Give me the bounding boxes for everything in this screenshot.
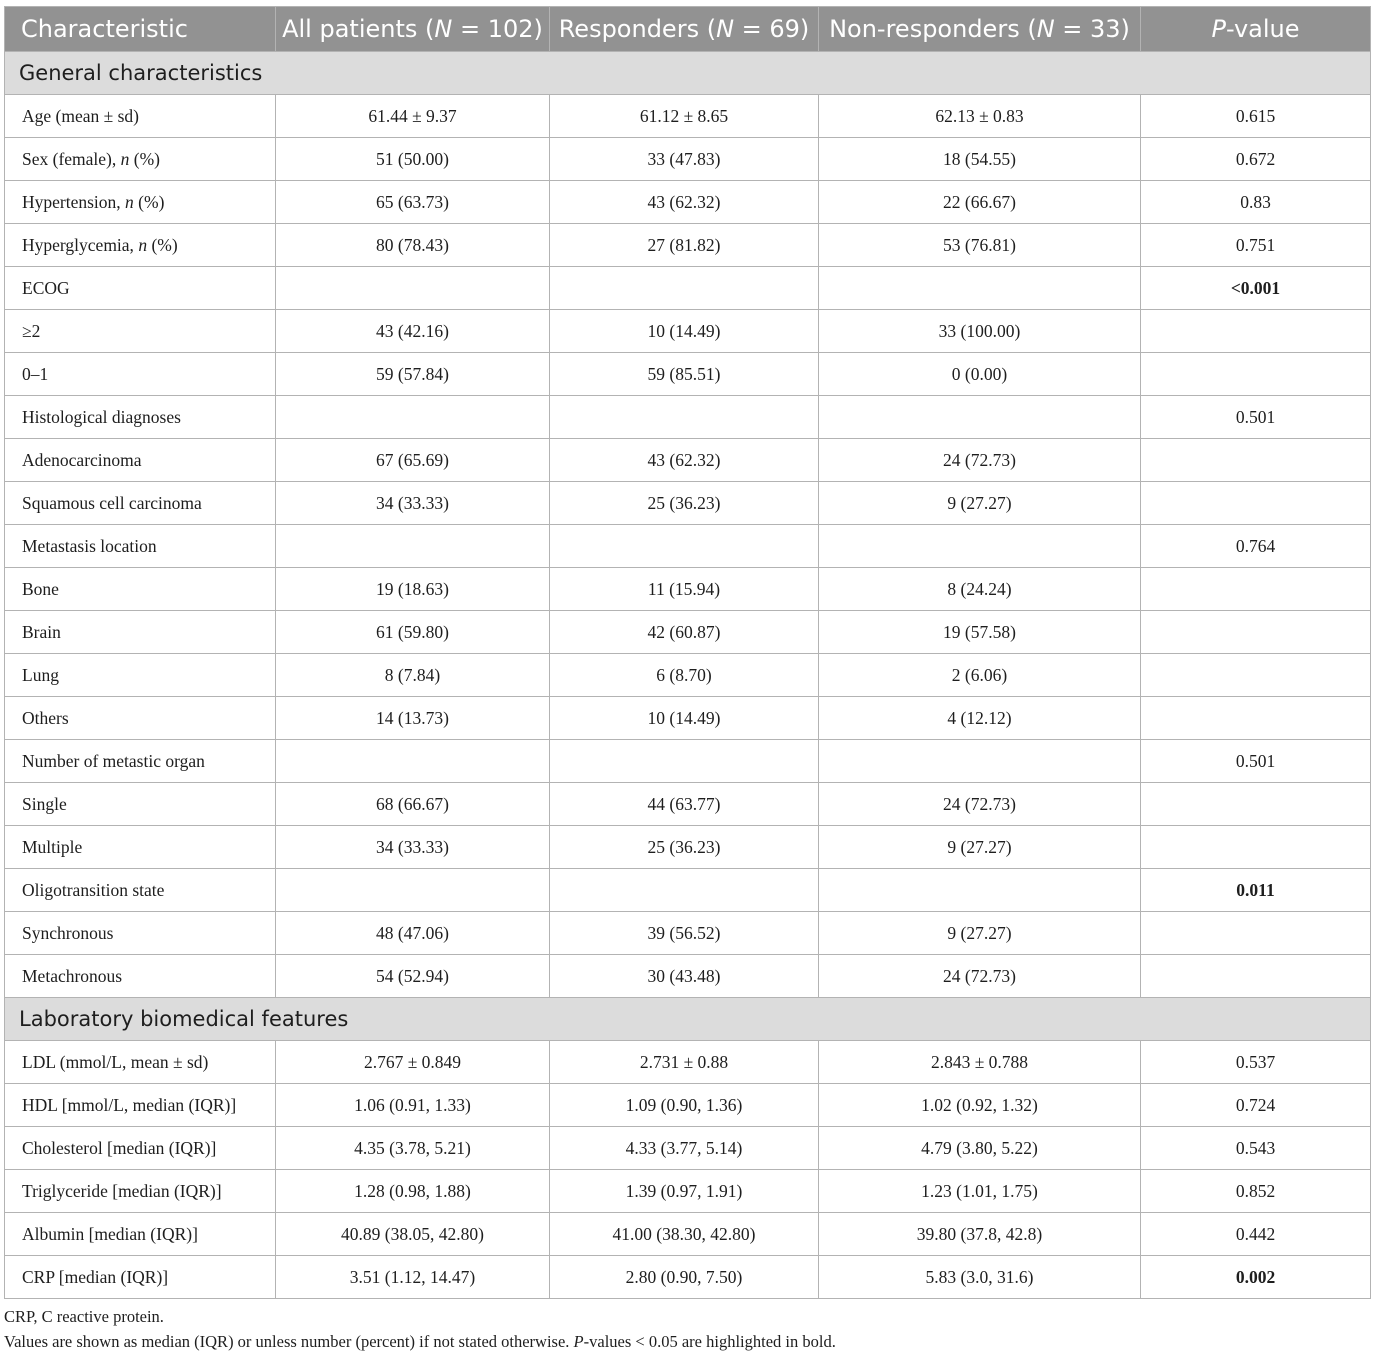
cell-all-patients: 65 (63.73) xyxy=(276,181,550,224)
cell-non-responders: 5.83 (3.0, 31.6) xyxy=(819,1256,1141,1299)
cell-all-patients xyxy=(276,740,550,783)
cell-p-value xyxy=(1141,439,1371,482)
table-row xyxy=(5,181,1371,224)
cell-p-value: 0.501 xyxy=(1141,396,1371,439)
cell-p-value: 0.002 xyxy=(1141,1256,1371,1299)
cell-p-value: 0.501 xyxy=(1141,740,1371,783)
row-label: Bone xyxy=(5,568,276,611)
cell-all-patients xyxy=(276,525,550,568)
cell-responders: 42 (60.87) xyxy=(550,611,819,654)
cell-non-responders: 0 (0.00) xyxy=(819,353,1141,396)
footnote-abbreviation: CRP, C reactive protein. xyxy=(4,1307,164,1326)
row-label: Single xyxy=(5,783,276,826)
table-row xyxy=(5,740,1371,783)
cell-p-value xyxy=(1141,783,1371,826)
cell-responders: 33 (47.83) xyxy=(550,138,819,181)
cell-responders: 30 (43.48) xyxy=(550,955,819,998)
row-label: ECOG xyxy=(5,267,276,310)
cell-all-patients: 19 (18.63) xyxy=(276,568,550,611)
cell-responders: 41.00 (38.30, 42.80) xyxy=(550,1213,819,1256)
table-row xyxy=(5,955,1371,998)
cell-responders: 2.731 ± 0.88 xyxy=(550,1041,819,1084)
table-row xyxy=(5,654,1371,697)
cell-p-value: 0.764 xyxy=(1141,525,1371,568)
cell-p-value xyxy=(1141,955,1371,998)
cell-responders: 25 (36.23) xyxy=(550,826,819,869)
cell-responders: 25 (36.23) xyxy=(550,482,819,525)
cell-all-patients: 3.51 (1.12, 14.47) xyxy=(276,1256,550,1299)
table-row xyxy=(5,439,1371,482)
cell-responders xyxy=(550,267,819,310)
cell-responders xyxy=(550,740,819,783)
cell-p-value xyxy=(1141,912,1371,955)
row-label: Lung xyxy=(5,654,276,697)
characteristics-table xyxy=(4,6,1371,1299)
section-title: Laboratory biomedical features xyxy=(5,998,1371,1041)
table-row xyxy=(5,1041,1371,1084)
cell-all-patients: 48 (47.06) xyxy=(276,912,550,955)
cell-p-value: 0.615 xyxy=(1141,95,1371,138)
cell-all-patients: 43 (42.16) xyxy=(276,310,550,353)
cell-responders: 27 (81.82) xyxy=(550,224,819,267)
cell-responders: 10 (14.49) xyxy=(550,310,819,353)
row-label: Metachronous xyxy=(5,955,276,998)
header-row xyxy=(5,7,1371,52)
cell-responders: 61.12 ± 8.65 xyxy=(550,95,819,138)
cell-responders: 4.33 (3.77, 5.14) xyxy=(550,1127,819,1170)
cell-non-responders: 1.02 (0.92, 1.32) xyxy=(819,1084,1141,1127)
cell-all-patients: 1.06 (0.91, 1.33) xyxy=(276,1084,550,1127)
table-row xyxy=(5,525,1371,568)
row-label: CRP [median (IQR)] xyxy=(5,1256,276,1299)
cell-non-responders: 19 (57.58) xyxy=(819,611,1141,654)
row-label: Cholesterol [median (IQR)] xyxy=(5,1127,276,1170)
footnote-values: Values are shown as median (IQR) or unless number (percent) if not stated otherwise. P-values < 0.05 are highlighted in bold. xyxy=(4,1332,836,1351)
cell-non-responders: 2 (6.06) xyxy=(819,654,1141,697)
cell-all-patients: 34 (33.33) xyxy=(276,826,550,869)
cell-p-value: 0.442 xyxy=(1141,1213,1371,1256)
cell-all-patients: 67 (65.69) xyxy=(276,439,550,482)
cell-p-value xyxy=(1141,482,1371,525)
cell-responders: 11 (15.94) xyxy=(550,568,819,611)
cell-responders: 43 (62.32) xyxy=(550,181,819,224)
table-row xyxy=(5,869,1371,912)
row-label: Hyperglycemia, n (%) xyxy=(5,224,276,267)
table-row xyxy=(5,224,1371,267)
row-label: 0–1 xyxy=(5,353,276,396)
table-row xyxy=(5,697,1371,740)
cell-non-responders: 1.23 (1.01, 1.75) xyxy=(819,1170,1141,1213)
table-row xyxy=(5,1256,1371,1299)
table-row xyxy=(5,1213,1371,1256)
header-all-patients: All patients (N = 102) xyxy=(276,7,550,52)
row-label: ≥2 xyxy=(5,310,276,353)
cell-responders xyxy=(550,869,819,912)
cell-non-responders: 24 (72.73) xyxy=(819,783,1141,826)
table-row xyxy=(5,568,1371,611)
cell-all-patients: 80 (78.43) xyxy=(276,224,550,267)
row-label: Hypertension, n (%) xyxy=(5,181,276,224)
cell-all-patients: 68 (66.67) xyxy=(276,783,550,826)
cell-p-value: 0.672 xyxy=(1141,138,1371,181)
cell-p-value: 0.543 xyxy=(1141,1127,1371,1170)
table-row xyxy=(5,1127,1371,1170)
cell-non-responders: 4 (12.12) xyxy=(819,697,1141,740)
cell-p-value xyxy=(1141,353,1371,396)
cell-non-responders: 53 (76.81) xyxy=(819,224,1141,267)
cell-responders: 43 (62.32) xyxy=(550,439,819,482)
row-label: Squamous cell carcinoma xyxy=(5,482,276,525)
cell-non-responders xyxy=(819,525,1141,568)
row-label: Age (mean ± sd) xyxy=(5,95,276,138)
cell-p-value: 0.852 xyxy=(1141,1170,1371,1213)
header-p-value: P-value xyxy=(1141,7,1371,52)
section-title: General characteristics xyxy=(5,52,1371,95)
cell-responders: 59 (85.51) xyxy=(550,353,819,396)
cell-p-value: <0.001 xyxy=(1141,267,1371,310)
cell-responders: 1.09 (0.90, 1.36) xyxy=(550,1084,819,1127)
cell-responders: 1.39 (0.97, 1.91) xyxy=(550,1170,819,1213)
table-row xyxy=(5,267,1371,310)
cell-p-value xyxy=(1141,654,1371,697)
table-row xyxy=(5,1084,1371,1127)
table-row xyxy=(5,482,1371,525)
cell-p-value xyxy=(1141,826,1371,869)
cell-all-patients xyxy=(276,267,550,310)
section-row xyxy=(5,52,1371,95)
cell-non-responders: 62.13 ± 0.83 xyxy=(819,95,1141,138)
cell-non-responders: 22 (66.67) xyxy=(819,181,1141,224)
cell-non-responders: 24 (72.73) xyxy=(819,955,1141,998)
cell-p-value: 0.011 xyxy=(1141,869,1371,912)
cell-all-patients: 14 (13.73) xyxy=(276,697,550,740)
table-row xyxy=(5,310,1371,353)
cell-responders: 6 (8.70) xyxy=(550,654,819,697)
cell-non-responders: 39.80 (37.8, 42.8) xyxy=(819,1213,1141,1256)
table-row xyxy=(5,138,1371,181)
row-label: Triglyceride [median (IQR)] xyxy=(5,1170,276,1213)
row-label: Others xyxy=(5,697,276,740)
cell-all-patients: 61.44 ± 9.37 xyxy=(276,95,550,138)
row-label: Oligotransition state xyxy=(5,869,276,912)
cell-responders: 39 (56.52) xyxy=(550,912,819,955)
header-characteristic: Characteristic xyxy=(5,7,276,52)
cell-p-value: 0.83 xyxy=(1141,181,1371,224)
row-label: Metastasis location xyxy=(5,525,276,568)
cell-responders: 44 (63.77) xyxy=(550,783,819,826)
row-label: Sex (female), n (%) xyxy=(5,138,276,181)
cell-non-responders xyxy=(819,740,1141,783)
cell-p-value xyxy=(1141,697,1371,740)
table-row xyxy=(5,396,1371,439)
row-label: Brain xyxy=(5,611,276,654)
cell-responders xyxy=(550,396,819,439)
row-label: Number of metastic organ xyxy=(5,740,276,783)
cell-all-patients xyxy=(276,396,550,439)
cell-non-responders: 33 (100.00) xyxy=(819,310,1141,353)
row-label: LDL (mmol/L, mean ± sd) xyxy=(5,1041,276,1084)
cell-all-patients: 59 (57.84) xyxy=(276,353,550,396)
footnotes xyxy=(4,1304,1370,1354)
cell-all-patients: 40.89 (38.05, 42.80) xyxy=(276,1213,550,1256)
table-row xyxy=(5,1170,1371,1213)
cell-non-responders: 9 (27.27) xyxy=(819,826,1141,869)
cell-all-patients: 2.767 ± 0.849 xyxy=(276,1041,550,1084)
row-label: Synchronous xyxy=(5,912,276,955)
section-row xyxy=(5,998,1371,1041)
row-label: Albumin [median (IQR)] xyxy=(5,1213,276,1256)
row-label: Adenocarcinoma xyxy=(5,439,276,482)
cell-p-value xyxy=(1141,568,1371,611)
table-row xyxy=(5,95,1371,138)
cell-non-responders: 24 (72.73) xyxy=(819,439,1141,482)
table-row xyxy=(5,353,1371,396)
cell-p-value: 0.751 xyxy=(1141,224,1371,267)
header-non-responders: Non-responders (N = 33) xyxy=(819,7,1141,52)
cell-p-value: 0.724 xyxy=(1141,1084,1371,1127)
cell-all-patients: 1.28 (0.98, 1.88) xyxy=(276,1170,550,1213)
cell-all-patients: 51 (50.00) xyxy=(276,138,550,181)
table-row xyxy=(5,783,1371,826)
cell-non-responders: 9 (27.27) xyxy=(819,482,1141,525)
cell-p-value xyxy=(1141,310,1371,353)
cell-non-responders xyxy=(819,267,1141,310)
cell-all-patients: 61 (59.80) xyxy=(276,611,550,654)
table-row xyxy=(5,826,1371,869)
cell-responders: 10 (14.49) xyxy=(550,697,819,740)
cell-all-patients: 8 (7.84) xyxy=(276,654,550,697)
cell-non-responders xyxy=(819,396,1141,439)
cell-all-patients xyxy=(276,869,550,912)
cell-responders: 2.80 (0.90, 7.50) xyxy=(550,1256,819,1299)
cell-p-value xyxy=(1141,611,1371,654)
table-body xyxy=(5,52,1371,1299)
row-label: HDL [mmol/L, median (IQR)] xyxy=(5,1084,276,1127)
cell-all-patients: 4.35 (3.78, 5.21) xyxy=(276,1127,550,1170)
table-row xyxy=(5,611,1371,654)
header-responders: Responders (N = 69) xyxy=(550,7,819,52)
cell-non-responders: 9 (27.27) xyxy=(819,912,1141,955)
cell-responders xyxy=(550,525,819,568)
cell-non-responders: 8 (24.24) xyxy=(819,568,1141,611)
table-row xyxy=(5,912,1371,955)
row-label: Multiple xyxy=(5,826,276,869)
row-label: Histological diagnoses xyxy=(5,396,276,439)
cell-non-responders: 2.843 ± 0.788 xyxy=(819,1041,1141,1084)
cell-p-value: 0.537 xyxy=(1141,1041,1371,1084)
cell-non-responders xyxy=(819,869,1141,912)
cell-all-patients: 34 (33.33) xyxy=(276,482,550,525)
cell-all-patients: 54 (52.94) xyxy=(276,955,550,998)
cell-non-responders: 18 (54.55) xyxy=(819,138,1141,181)
cell-non-responders: 4.79 (3.80, 5.22) xyxy=(819,1127,1141,1170)
